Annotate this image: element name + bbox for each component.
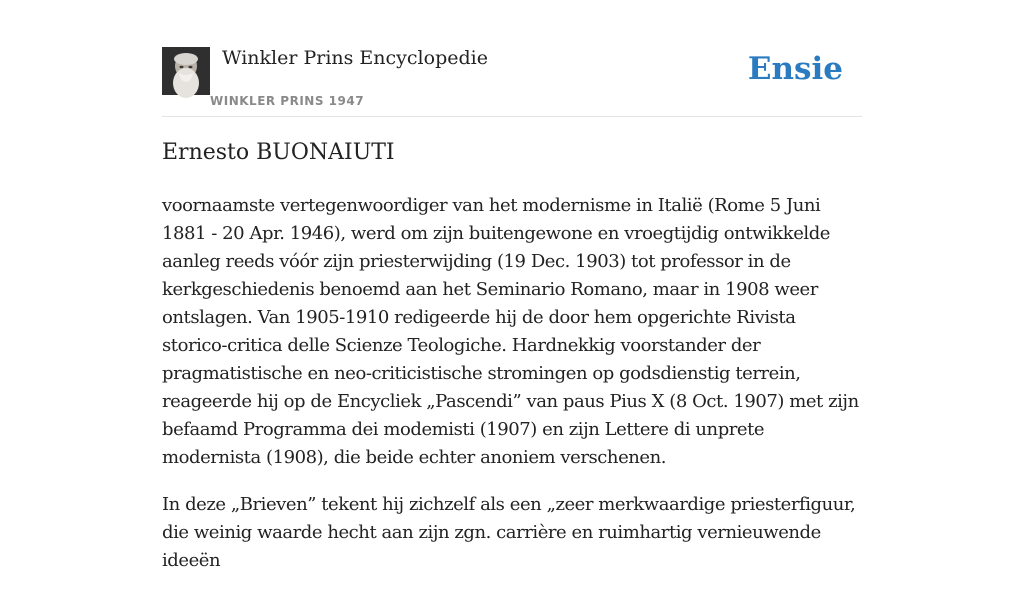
article-paragraph: In deze „Brieven” tekent hij zichzelf als een „zeer merkwaardige priesterfiguur, die weinig waarde hecht aan zijn zgn. carrière en ruimhartig vernieuwende ideeën <box>162 494 856 571</box>
article-body <box>162 192 864 594</box>
article-title: Ernesto BUONAIUTI <box>162 140 395 165</box>
site-header <box>162 46 862 117</box>
bearded-man-portrait-icon <box>162 47 210 95</box>
avatar[interactable] <box>162 47 210 95</box>
brand-logo-link[interactable]: Ensie <box>747 51 843 87</box>
site-title-link[interactable]: Winkler Prins Encyclopedie <box>222 47 488 69</box>
source-subtitle: WINKLER PRINS 1947 <box>210 94 365 108</box>
article-paragraph: voornaamste vertegenwoordiger van het modernisme in Italië (Rome 5 Juni 1881 - 20 Apr. 1946), werd om zijn buitengewone en vroegtijdig ontwikkelde aanleg reeds vóór zijn priesterwijding (19 Dec. 1903) tot professor in de kerkgeschiedenis benoemd aan het Seminario Romano, maar in 1908 weer ontslagen. Van 1905-1910 redigeerde hij de door hem opgerichte Rivista storico-critica delle Scienze Teologiche. Hardnekkig voorstander der pragmatistische en neo-criticistische stromingen op godsdienstig terrein, reageerde hij op de Encycliek „Pascendi” van paus Pius X (8 Oct. 1907) met zijn befaamd Programma dei modemisti (1907) en zijn Lettere di unprete modernista (1908), die beide echter anoniem verschenen. <box>162 195 859 468</box>
